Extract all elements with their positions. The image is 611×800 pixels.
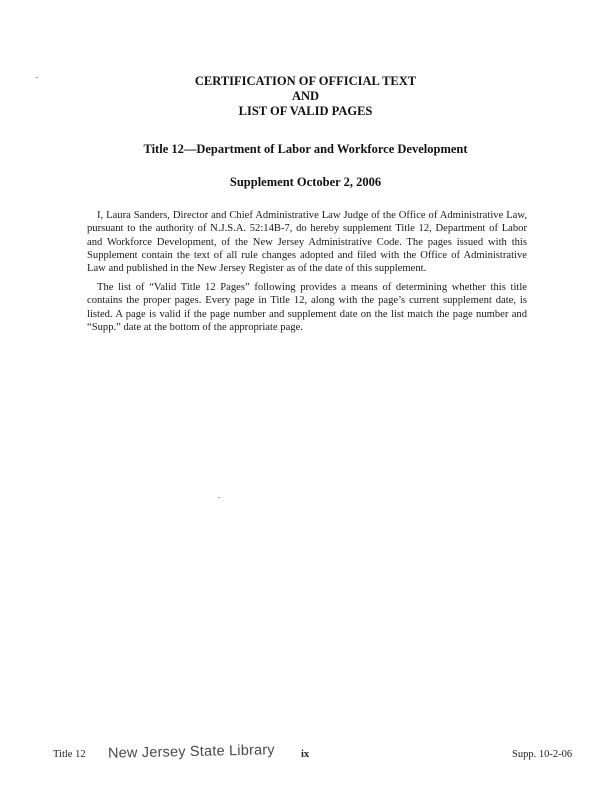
paragraph-1: I, Laura Sanders, Director and Chief Administrative Law Judge of the Office of Administrative Law, pursuant to the authority of N.J.S.A. 52:14B-7, do hereby supplement Title 12, Department of Labor and Workforce Development, of the New Jersey Administrative Code. The pages issued with this Supplement contain the text of all rule changes adopted and filed with the Office of Administrative Law and published in the New Jersey Register as of the date of this supplement. xyxy=(87,210,527,275)
title-heading: Title 12—Department of Labor and Workforce Development xyxy=(143,142,468,156)
instructions-paragraph xyxy=(87,281,527,334)
page-footer xyxy=(0,744,611,764)
supplement-date-heading: Supplement October 2, 2006 xyxy=(229,175,382,189)
footer-title: Title 12 xyxy=(53,749,86,760)
page-number: ix xyxy=(301,749,310,760)
heading-line-3: LIST OF VALID PAGES xyxy=(238,104,373,118)
heading-line-1: CERTIFICATION OF OFFICIAL TEXT xyxy=(194,74,417,88)
certification-heading xyxy=(0,74,611,119)
library-stamp: New Jersey State Library xyxy=(107,742,275,762)
scan-speck xyxy=(218,497,220,498)
scan-speck xyxy=(36,77,38,78)
supplement-date: Supp. 10-2-06 xyxy=(512,749,573,760)
certification-paragraph xyxy=(87,209,527,275)
heading-line-2: AND xyxy=(291,89,320,103)
paragraph-2: The list of “Valid Title 12 Pages” following provides a means of determining whether this title contains the proper pages. Every page in Title 12, along with the page’s current supplement date, is listed. A page is valid if the page number and supplement date on the list match the page number and “Supp.” date at the bottom of the appropriate page. xyxy=(87,282,527,333)
